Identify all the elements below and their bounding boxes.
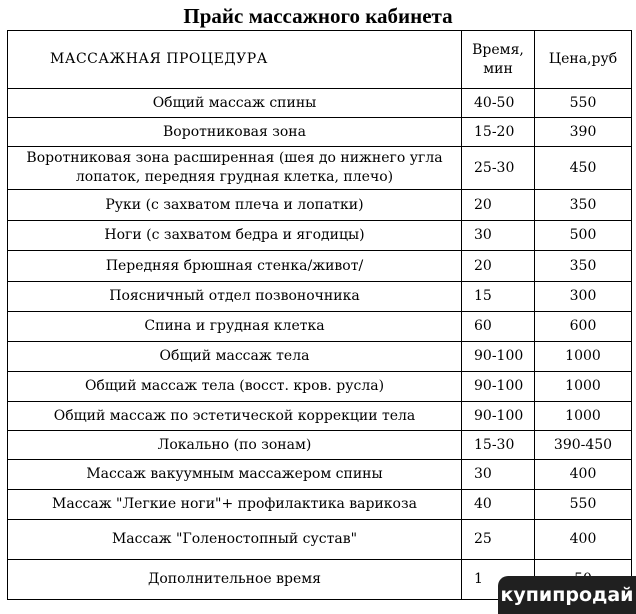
procedure-price: 1000 [535,342,632,372]
table-row [8,282,632,312]
procedure-time: 40-50 [462,89,535,118]
procedure-time: 25-30 [462,147,535,190]
table-row [8,520,632,560]
header-price: Цена,руб [535,31,632,89]
procedure-name: Массаж вакуумным массажером спины [8,460,462,490]
table-row [8,190,632,221]
procedure-time: 25 [462,520,535,560]
table-row [8,431,632,460]
procedure-price: 300 [535,282,632,312]
header-procedure: МАССАЖНАЯ ПРОЦЕДУРА [8,31,462,89]
procedure-name: Общий массаж тела (восст. кров. русла) [8,372,462,402]
header-time: Время, мин [462,31,535,89]
procedure-name: Воротниковая зона [8,118,462,147]
table-row [8,118,632,147]
procedure-name: Передняя брюшная стенка/живот/ [8,251,462,282]
table-row [8,460,632,490]
procedure-name: Общий массаж спины [8,89,462,118]
table-row [8,372,632,402]
procedure-price: 1000 [535,372,632,402]
procedure-name: Массаж "Голеностопный сустав" [8,520,462,560]
procedure-time: 20 [462,251,535,282]
watermark-logo [498,576,636,614]
procedure-time: 90-100 [462,402,535,431]
procedure-time: 40 [462,490,535,520]
procedure-name: Спина и грудная клетка [8,312,462,342]
page-title: Прайс массажного кабинета [183,4,453,28]
procedure-time: 90-100 [462,342,535,372]
procedure-price: 400 [535,460,632,490]
table-row [8,251,632,282]
table-row [8,221,632,251]
procedure-name: Общий массаж тела [8,342,462,372]
procedure-time: 60 [462,312,535,342]
table-row [8,402,632,431]
table-row [8,89,632,118]
procedure-price: 400 [535,520,632,560]
table-row [8,147,632,190]
procedure-name: Дополнительное время [8,560,462,600]
procedure-name: Локально (по зонам) [8,431,462,460]
table-row [8,342,632,372]
table-row [8,312,632,342]
procedure-time: 30 [462,460,535,490]
table-header-row [8,31,632,89]
procedure-time: 30 [462,221,535,251]
procedure-price: 350 [535,251,632,282]
procedure-price: 500 [535,221,632,251]
watermark-text: купипродай [500,584,634,606]
procedure-time: 20 [462,190,535,221]
price-table [7,30,632,600]
procedure-time: 15-20 [462,118,535,147]
procedure-time: 90-100 [462,372,535,402]
procedure-name: Общий массаж по эстетической коррекции тела [8,402,462,431]
procedure-name: Поясничный отдел позвоночника [8,282,462,312]
procedure-price: 600 [535,312,632,342]
procedure-price: 1000 [535,402,632,431]
procedure-name: Массаж "Легкие ноги"+ профилактика варикоза [8,490,462,520]
procedure-name: Ноги (с захватом бедра и ягодицы) [8,221,462,251]
procedure-price: 390-450 [535,431,632,460]
procedure-price: 390 [535,118,632,147]
table-row [8,490,632,520]
procedure-time: 15 [462,282,535,312]
procedure-time: 1 [462,560,535,600]
procedure-price: 550 [535,490,632,520]
procedure-name: Воротниковая зона расширенная (шея до нижнего угла лопаток, передняя грудная клетка, плечо) [8,147,462,190]
procedure-price: 450 [535,147,632,190]
procedure-time: 15-30 [462,431,535,460]
procedure-price: 350 [535,190,632,221]
procedure-price: 550 [535,89,632,118]
procedure-name: Руки (с захватом плеча и лопатки) [8,190,462,221]
